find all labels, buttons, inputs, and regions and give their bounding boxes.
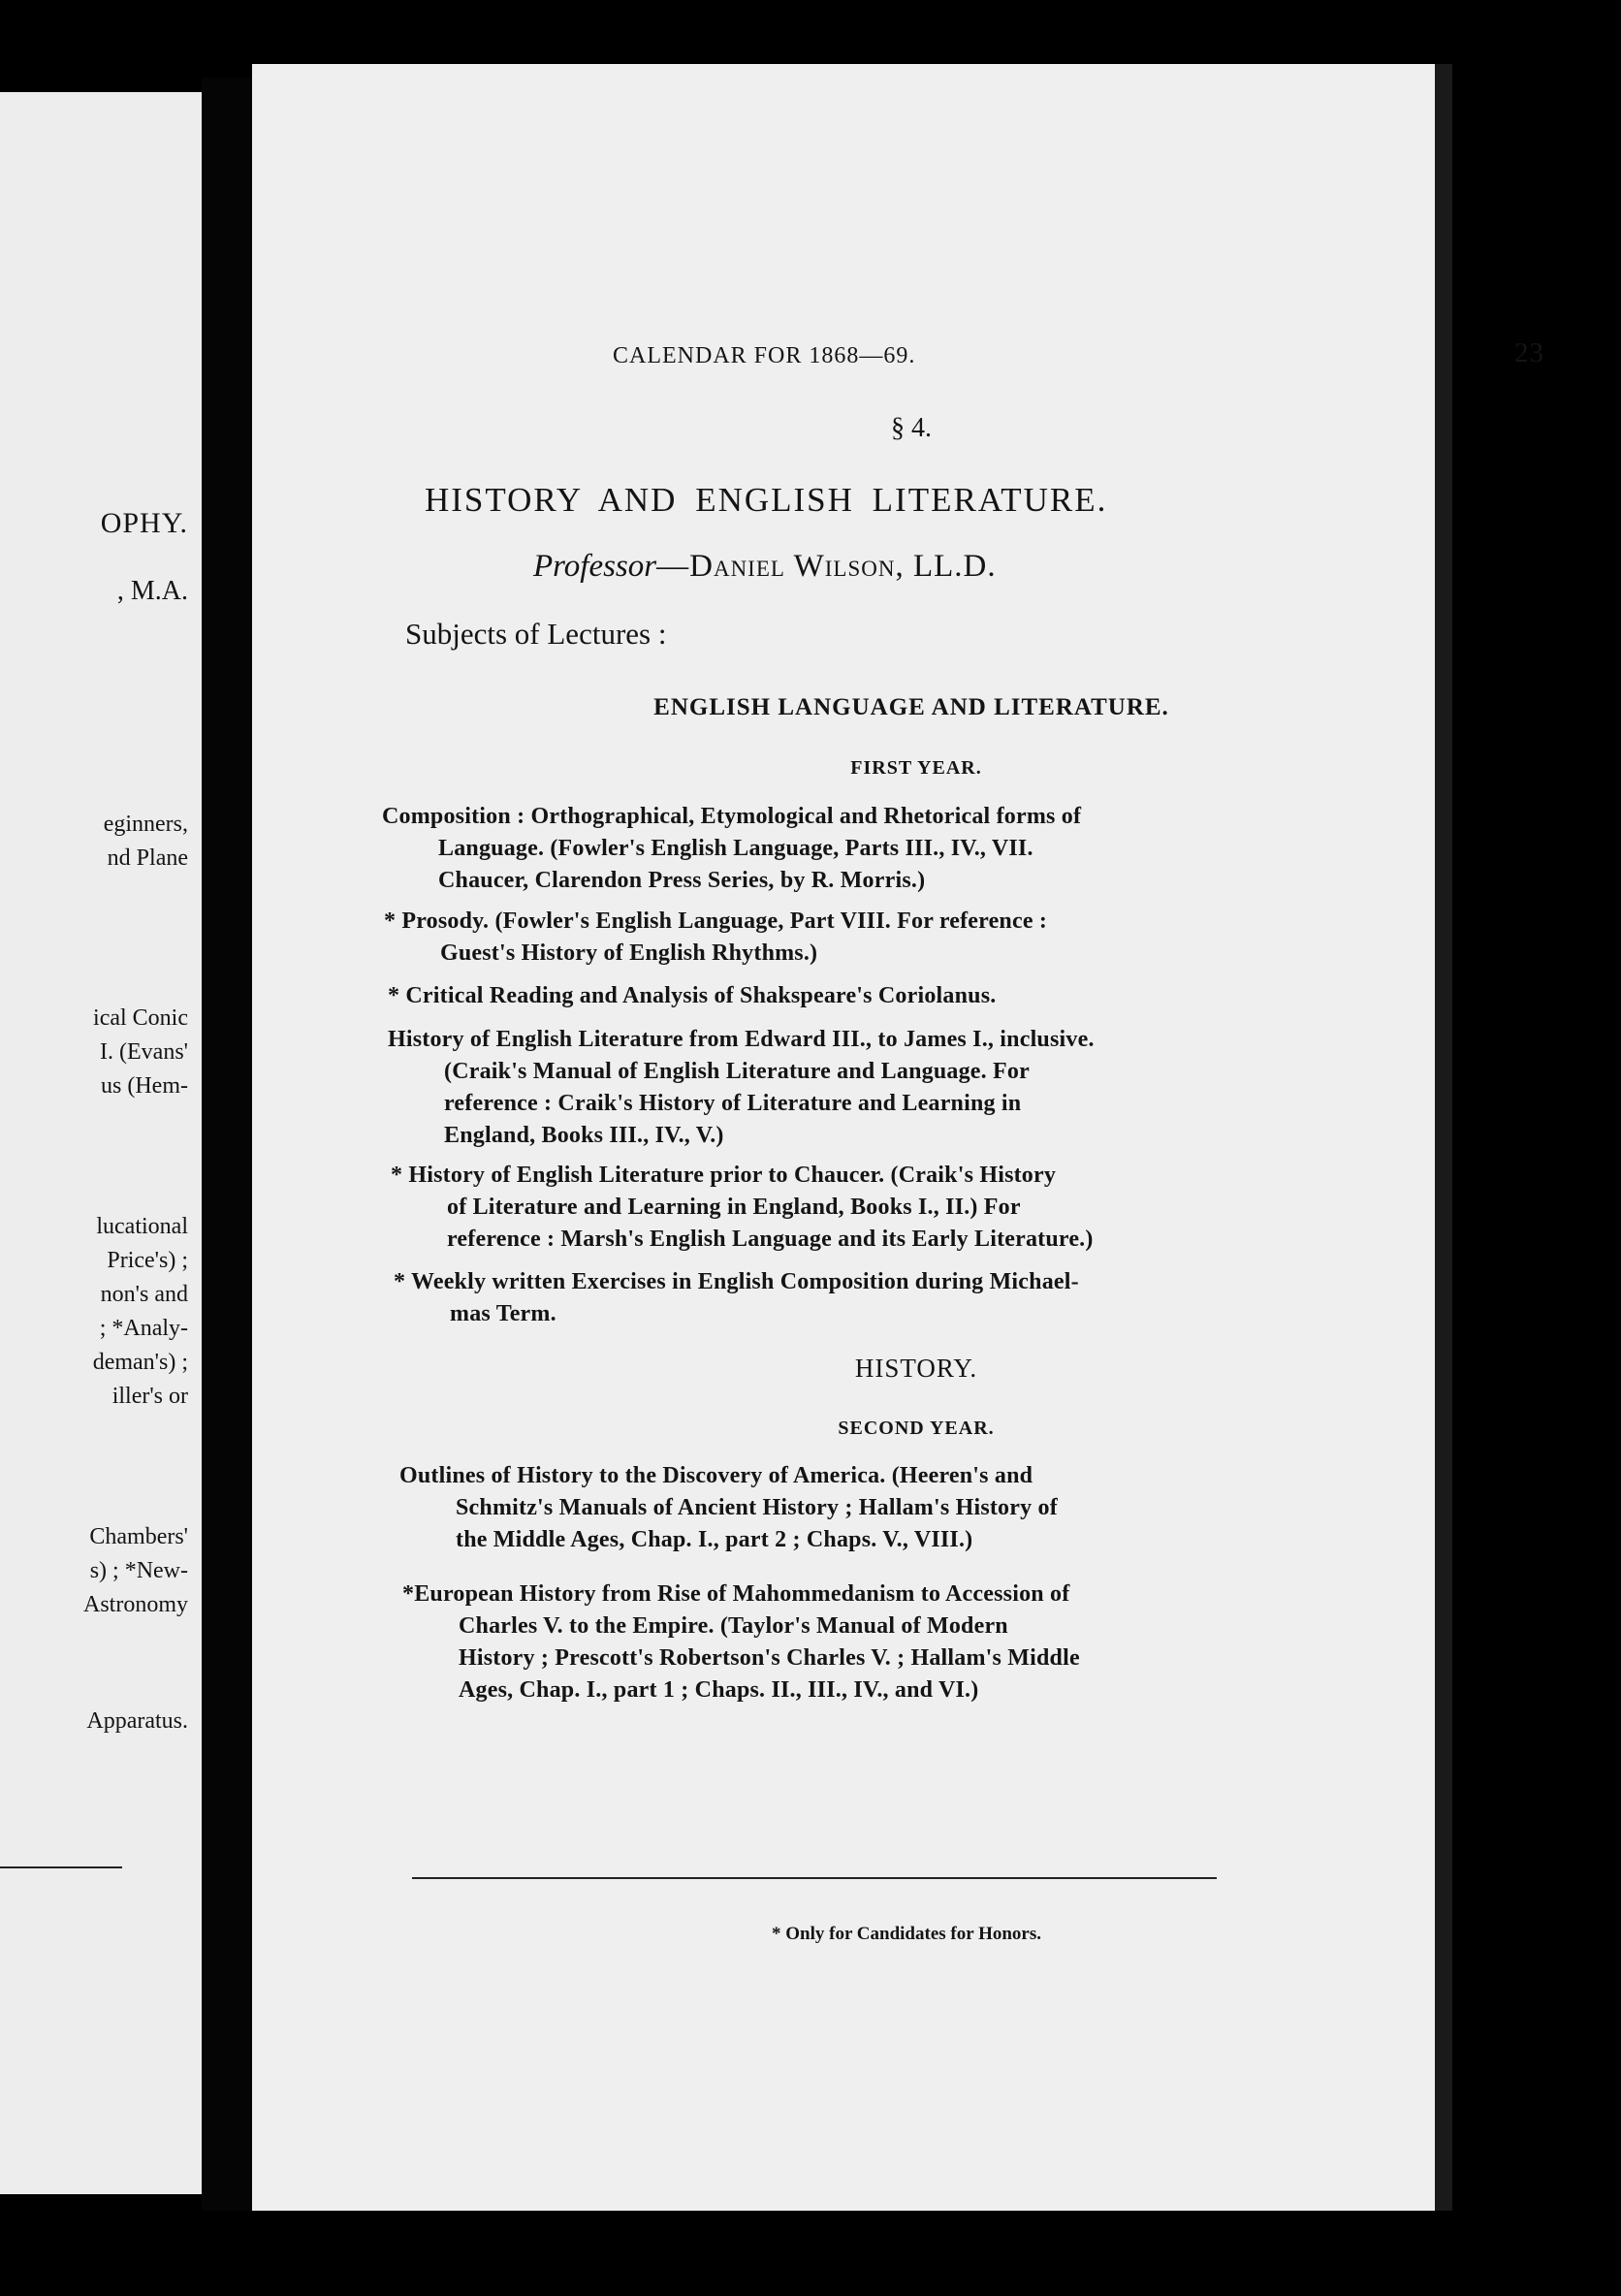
english-year: FIRST YEAR. (850, 757, 982, 779)
left-page-subheading: , M.A. (116, 576, 188, 606)
entry-line: Guest's History of English Rhythms.) (440, 941, 818, 966)
book-page (252, 64, 1544, 2211)
entry-line: the Middle Ages, Chap. I., part 2 ; Chaps. V., VIII.) (456, 1527, 973, 1552)
history-heading: HISTORY. (854, 1354, 978, 1383)
entry-line: Language. (Fowler's English Language, Parts III., IV., VII. (438, 836, 1033, 861)
left-page-line: ; *Analy- (99, 1316, 188, 1341)
page-title: HISTORY AND ENGLISH LITERATURE. (425, 481, 1108, 519)
footnote-rule (412, 1877, 1217, 1879)
entry-line: History ; Prescott's Robertson's Charles V. ; Hallam's Middle (459, 1645, 1080, 1671)
professor-name: —Daniel Wilson, LL.D. (656, 549, 997, 584)
left-page-rule (0, 1866, 122, 1868)
left-page-line: non's and (100, 1282, 188, 1307)
left-page-heading: OPHY. (100, 507, 188, 539)
english-heading: ENGLISH LANGUAGE AND LITERATURE. (653, 694, 1169, 720)
left-page-line: Astronomy (83, 1592, 188, 1617)
course-entry (402, 1578, 1231, 1706)
course-entry (391, 1160, 1220, 1256)
running-head-title: CALENDAR FOR 1868—69. (613, 343, 916, 368)
page-number: 23 (1514, 337, 1544, 368)
entry-line: Chaucer, Clarendon Press Series, by R. Morris.) (438, 868, 926, 893)
entry-line: Schmitz's Manuals of Ancient History ; Hallam's History of (456, 1495, 1058, 1520)
footnote: * Only for Candidates for Honors. (772, 1924, 1041, 1944)
section-mark: § 4. (891, 413, 932, 443)
entry-line: mas Term. (450, 1301, 556, 1326)
left-page-line: Price's) ; (107, 1248, 188, 1273)
entry-line: of Literature and Learning in England, Books I., II.) For (447, 1195, 1021, 1220)
page-edge (1435, 64, 1452, 2211)
entry-line: Ages, Chap. I., part 1 ; Chaps. II., III., IV., and VI.) (459, 1677, 979, 1703)
left-page-line: Apparatus. (86, 1708, 188, 1734)
entry-line: England, Books III., IV., V.) (444, 1123, 724, 1148)
left-page-line: s) ; *New- (89, 1558, 188, 1583)
entry-line: *European History from Rise of Mahommedanism to Accession of (402, 1581, 1070, 1607)
entry-line: reference : Marsh's English Language and its Early Literature.) (447, 1227, 1094, 1252)
left-page-line: nd Plane (107, 845, 188, 871)
left-page-line: Chambers' (89, 1524, 188, 1549)
course-entry (384, 906, 1213, 970)
entry-line: * Prosody. (Fowler's English Language, Part VIII. For reference : (384, 909, 1048, 934)
entry-line: (Craik's Manual of English Literature and Language. For (444, 1059, 1030, 1084)
entry-line: Composition : Orthographical, Etymological and Rhetorical forms of (382, 804, 1082, 829)
entry-line: Outlines of History to the Discovery of America. (Heeren's and (399, 1463, 1033, 1488)
entry-line: * Critical Reading and Analysis of Shakspeare's Coriolanus. (388, 983, 997, 1008)
course-entry (382, 801, 1211, 897)
entry-line: reference : Craik's History of Literature and Learning in (444, 1091, 1022, 1116)
course-entry (394, 1266, 1223, 1330)
entry-line: * Weekly written Exercises in English Composition during Michael- (394, 1269, 1079, 1294)
left-page-line: deman's) ; (92, 1350, 188, 1375)
professor-label: Professor (533, 549, 657, 584)
left-page-line: I. (Evans' (100, 1039, 188, 1065)
entry-line: Charles V. to the Empire. (Taylor's Manual of Modern (459, 1613, 1008, 1639)
left-page-line: eginners, (103, 812, 188, 837)
professor-line (533, 549, 1309, 585)
left-page-line: lucational (96, 1214, 188, 1239)
subjects-label: Subjects of Lectures : (405, 617, 667, 651)
previous-page-fragment (0, 92, 202, 2194)
book-gutter (202, 78, 252, 2211)
course-entry (399, 1460, 1228, 1556)
course-entry (388, 1024, 1217, 1152)
entry-line: History of English Literature from Edward III., to James I., inclusive. (388, 1027, 1095, 1052)
course-entry (388, 980, 1217, 1012)
left-page-line: ical Conic (93, 1005, 188, 1031)
left-page-line: iller's or (111, 1384, 188, 1409)
left-page-line: us (Hem- (101, 1073, 188, 1099)
entry-line: * History of English Literature prior to Chaucer. (Craik's History (391, 1163, 1057, 1188)
history-year: SECOND YEAR. (838, 1418, 995, 1439)
